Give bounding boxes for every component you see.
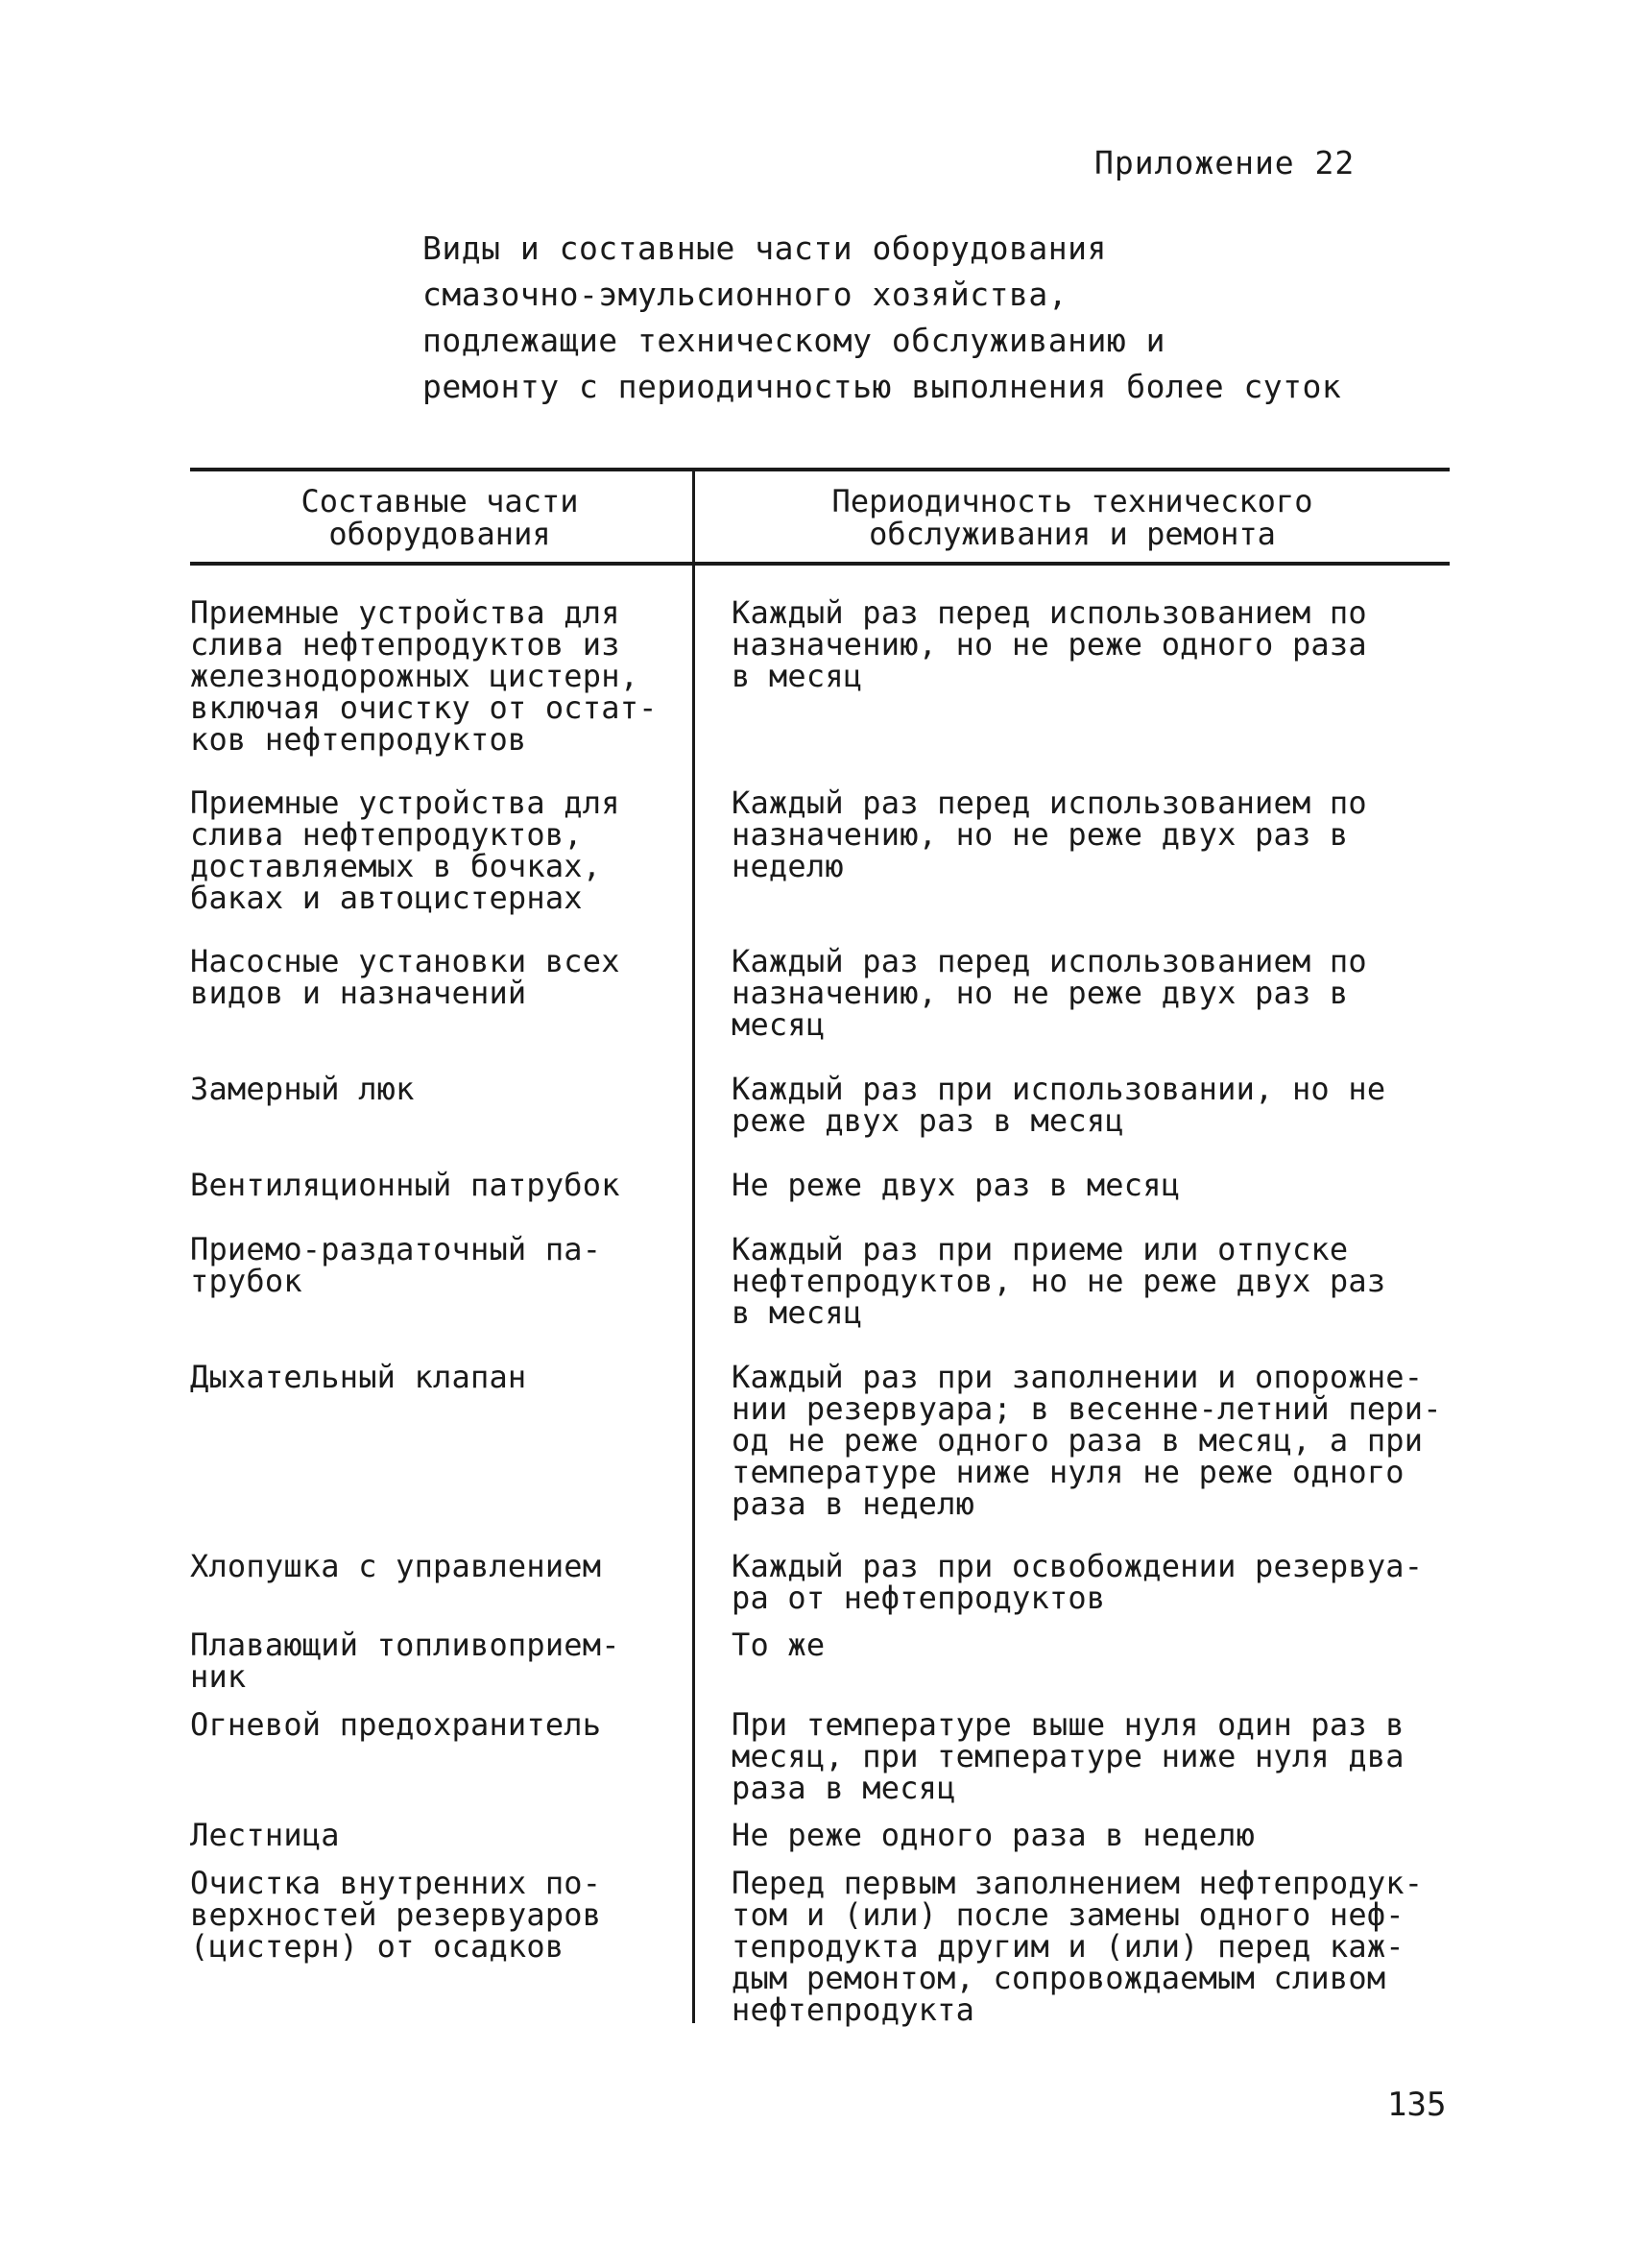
cell-line: доставляемых в бочках, — [190, 848, 602, 884]
cell-line: нии резервуара; в весенне-летний пери- — [732, 1390, 1442, 1427]
cell-line: Приемо-раздаточный па- — [190, 1231, 602, 1267]
period-cell — [732, 1706, 1461, 1806]
cell-line: реже двух раз в месяц — [732, 1102, 1124, 1139]
cell-line: тепродукта другим и (или) перед каж- — [732, 1928, 1405, 1965]
period-cell — [732, 784, 1461, 884]
part-cell — [190, 1629, 689, 1693]
cell-line: При температуре выше нуля один раз в — [732, 1706, 1405, 1743]
cell-line: слива нефтепродуктов из — [190, 626, 620, 663]
part-cell — [190, 1817, 689, 1853]
part-cell — [190, 1167, 689, 1203]
period-cell — [732, 1359, 1461, 1522]
period-cell — [732, 1629, 1461, 1661]
table-top-rule — [190, 468, 1450, 471]
period-cell — [732, 1548, 1461, 1616]
page-number: 135 — [1387, 2086, 1447, 2124]
cell-line: од не реже одного раза в месяц, а при — [732, 1422, 1424, 1459]
cell-line: Дыхательный клапан — [190, 1359, 527, 1395]
cell-line: Замерный люк — [190, 1071, 415, 1107]
cell-line: баках и автоцистернах — [190, 880, 583, 916]
header-line: Периодичность технического — [831, 483, 1313, 519]
cell-line: Каждый раз перед использованием по — [732, 943, 1367, 979]
cell-line: Каждый раз перед использованием по — [732, 784, 1367, 821]
cell-line: Насосные установки всех — [190, 943, 620, 979]
header-line: обслуживания и ремонта — [869, 516, 1276, 552]
cell-line: Плавающий топливоприем- — [190, 1627, 620, 1663]
cell-line: Хлопушка с управлением — [190, 1548, 602, 1584]
cell-line: видов и назначений — [190, 975, 527, 1011]
appendix-label: Приложение 22 — [1094, 144, 1356, 181]
part-cell — [190, 1548, 689, 1584]
cell-line: Огневой предохранитель — [190, 1706, 602, 1743]
cell-line: в месяц — [732, 658, 863, 694]
cell-line: Не реже двух раз в месяц — [732, 1167, 1181, 1203]
cell-line: том и (или) после замены одного неф- — [732, 1896, 1405, 1933]
cell-line: Каждый раз при заполнении и опорожне- — [732, 1359, 1424, 1395]
period-cell — [732, 1071, 1461, 1139]
cell-line: То же — [732, 1627, 826, 1663]
period-cell — [732, 1865, 1461, 2028]
part-cell — [190, 1359, 689, 1395]
cell-line: месяц — [732, 1006, 826, 1043]
title-line: ремонту с периодичностью выполнения более суток — [422, 368, 1342, 405]
cell-line: дым ремонтом, сопровождаемым сливом — [732, 1960, 1386, 1996]
cell-line: трубок — [190, 1263, 302, 1299]
table-header-rule — [190, 562, 1450, 566]
part-cell — [190, 1865, 689, 1965]
cell-line: Каждый раз при приеме или отпуске — [732, 1231, 1349, 1267]
document-title — [422, 226, 1382, 410]
cell-line: включая очистку от остат- — [190, 689, 658, 726]
period-cell — [732, 943, 1461, 1043]
cell-line: раза в месяц — [732, 1770, 956, 1806]
cell-line: Лестница — [190, 1817, 340, 1853]
period-cell — [732, 594, 1461, 694]
header-line: оборудования — [328, 516, 551, 552]
table-column-divider — [692, 468, 695, 2023]
part-cell — [190, 943, 689, 1011]
cell-line: температуре ниже нуля не реже одного — [732, 1454, 1405, 1490]
cell-line: назначению, но не реже двух раз в — [732, 816, 1349, 853]
cell-line: Каждый раз при освобождении резервуа- — [732, 1548, 1424, 1584]
header-line: Составные части — [300, 483, 579, 519]
cell-line: раза в неделю — [732, 1485, 975, 1522]
cell-line: слива нефтепродуктов, — [190, 816, 583, 853]
part-cell — [190, 1706, 689, 1743]
period-cell — [732, 1817, 1461, 1853]
cell-line: Вентиляционный патрубок — [190, 1167, 620, 1203]
part-cell — [190, 594, 689, 758]
period-cell — [732, 1231, 1461, 1331]
cell-line: ков нефтепродуктов — [190, 721, 527, 758]
cell-line: месяц, при температуре ниже нуля два — [732, 1738, 1405, 1774]
period-cell — [732, 1167, 1461, 1203]
cell-line: в месяц — [732, 1294, 863, 1331]
cell-line: верхностей резервуаров — [190, 1896, 602, 1933]
header-parts — [190, 485, 689, 550]
cell-line: Приемные устройства для — [190, 594, 620, 631]
part-cell — [190, 784, 689, 916]
part-cell — [190, 1231, 689, 1299]
cell-line: Перед первым заполнением нефтепродук- — [732, 1865, 1424, 1901]
cell-line: Каждый раз перед использованием по — [732, 594, 1367, 631]
cell-line: Каждый раз при использовании, но не — [732, 1071, 1386, 1107]
title-line: Виды и составные части оборудования — [422, 229, 1107, 267]
cell-line: неделю — [732, 848, 844, 884]
title-line: подлежащие техническому обслуживанию и — [422, 322, 1165, 359]
cell-line: назначению, но не реже двух раз в — [732, 975, 1349, 1011]
cell-line: железнодорожных цистерн, — [190, 658, 639, 694]
cell-line: Очистка внутренних по- — [190, 1865, 602, 1901]
cell-line: ник — [190, 1658, 247, 1695]
header-period — [695, 485, 1450, 550]
cell-line: Приемные устройства для — [190, 784, 620, 821]
cell-line: назначению, но не реже одного раза — [732, 626, 1367, 663]
cell-line: Не реже одного раза в неделю — [732, 1817, 1256, 1853]
title-line: смазочно-эмульсионного хозяйства, — [422, 276, 1069, 313]
cell-line: ра от нефтепродуктов — [732, 1580, 1106, 1616]
cell-line: нефтепродуктов, но не реже двух раз — [732, 1263, 1386, 1299]
cell-line: нефтепродукта — [732, 1991, 975, 2028]
cell-line: (цистерн) от осадков — [190, 1928, 564, 1965]
part-cell — [190, 1071, 689, 1107]
